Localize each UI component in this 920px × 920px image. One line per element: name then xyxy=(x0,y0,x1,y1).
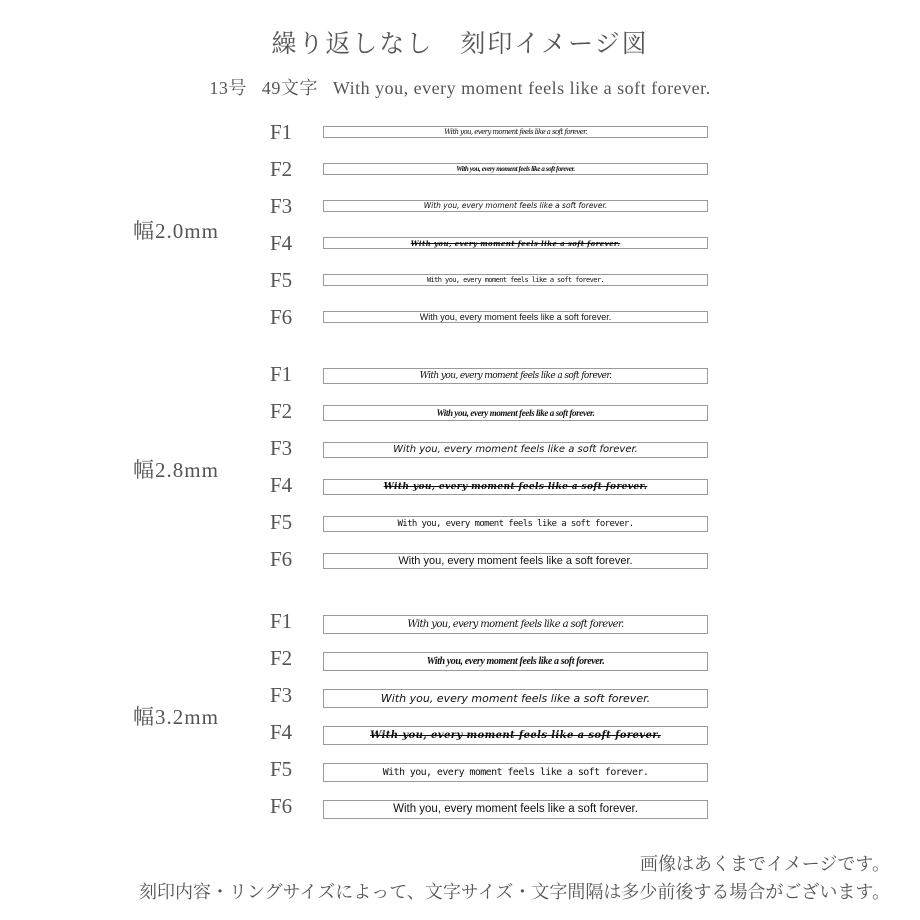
font-label: F6 xyxy=(270,547,293,571)
ring-band-preview xyxy=(323,652,708,671)
font-label: F1 xyxy=(270,362,293,386)
engraving-row xyxy=(0,268,920,305)
engraving-row xyxy=(0,362,920,399)
ring-band-preview xyxy=(323,368,708,384)
ring-band-preview xyxy=(323,726,708,745)
font-label: F2 xyxy=(270,399,293,423)
ring-band-preview xyxy=(323,405,708,421)
ring-band-preview xyxy=(323,553,708,569)
font-label: F3 xyxy=(270,194,293,218)
ring-band-preview xyxy=(323,516,708,532)
engraving-row xyxy=(0,399,920,436)
ring-band-preview xyxy=(323,442,708,458)
engraving-row xyxy=(0,794,920,831)
engraving-preview: With you, every moment feels like a soft forever. xyxy=(456,164,575,173)
engraving-row xyxy=(0,646,920,683)
font-label: F1 xyxy=(270,609,293,633)
engraving-row xyxy=(0,436,920,473)
engraving-preview: With you, every moment feels like a soft forever. xyxy=(426,275,605,284)
font-label: F3 xyxy=(270,683,293,707)
engraving-preview: With you, every moment feels like a soft forever. xyxy=(444,127,587,136)
ring-band-preview xyxy=(323,126,708,138)
engraving-preview: With you, every moment feels like a soft forever. xyxy=(423,201,608,211)
ring-band-preview xyxy=(323,763,708,782)
engraving-row xyxy=(0,683,920,720)
engraving-row xyxy=(0,157,920,194)
engraving-preview: With you, every moment feels like a soft forever. xyxy=(382,766,649,778)
engraving-row xyxy=(0,231,920,268)
disclaimer-note: 画像はあくまでイメージです。 xyxy=(639,854,890,874)
font-label: F6 xyxy=(270,794,293,818)
engraving-preview: With you, every moment feels like a soft forever. xyxy=(370,729,661,741)
engraving-text: With you, every moment feels like a soft forever. xyxy=(332,78,711,98)
ring-band-preview xyxy=(323,800,708,819)
character-count: 49文字 xyxy=(261,78,318,98)
ring-band-preview xyxy=(323,311,708,323)
width-label: 幅2.8mm xyxy=(133,458,219,482)
subtitle xyxy=(0,74,920,100)
engraving-row xyxy=(0,120,920,157)
engraving-row xyxy=(0,473,920,510)
font-label: F2 xyxy=(270,157,293,181)
font-label: F5 xyxy=(270,510,293,534)
engraving-row xyxy=(0,510,920,547)
font-label: F6 xyxy=(270,305,293,329)
engraving-row xyxy=(0,547,920,584)
engraving-row xyxy=(0,720,920,757)
ring-band-preview xyxy=(323,200,708,212)
font-label: F4 xyxy=(270,720,293,744)
font-label: F4 xyxy=(270,473,293,497)
ring-band-preview xyxy=(323,479,708,495)
ring-band-preview xyxy=(323,689,708,708)
disclaimer-note: 刻印内容・リングサイズによって、文字サイズ・文字間隔は多少前後する場合がございます。 xyxy=(139,882,890,902)
font-label: F2 xyxy=(270,646,293,670)
ring-band-preview xyxy=(323,274,708,286)
ring-size: 13号 xyxy=(209,78,247,98)
engraving-preview: With you, every moment feels like a soft forever. xyxy=(426,655,605,667)
engraving-preview: With you, every moment feels like a soft forever. xyxy=(419,370,612,381)
width-label: 幅2.0mm xyxy=(133,219,219,243)
engraving-preview: With you, every moment feels like a soft forever. xyxy=(397,518,634,529)
font-label: F5 xyxy=(270,757,293,781)
font-label: F5 xyxy=(270,268,293,292)
font-label: F3 xyxy=(270,436,293,460)
ring-band-preview xyxy=(323,237,708,249)
engraving-row xyxy=(0,757,920,794)
width-label: 幅3.2mm xyxy=(133,705,219,729)
font-label: F4 xyxy=(270,231,293,255)
page-title: 繰り返しなし 刻印イメージ図 xyxy=(271,31,649,58)
ring-band-preview xyxy=(323,163,708,175)
engraving-preview: With you, every moment feels like a soft forever. xyxy=(380,692,651,705)
engraving-preview: With you, every moment feels like a soft forever. xyxy=(393,444,638,455)
engraving-preview: With you, every moment feels like a soft forever. xyxy=(410,238,621,248)
engraving-row xyxy=(0,609,920,646)
engraving-row xyxy=(0,194,920,231)
engraving-preview: With you, every moment feels like a soft forever. xyxy=(407,618,624,630)
font-label: F1 xyxy=(270,120,293,144)
engraving-preview: With you, every moment feels like a soft forever. xyxy=(383,481,648,492)
engraving-preview: With you, every moment feels like a soft forever. xyxy=(393,802,638,815)
engraving-preview: With you, every moment feels like a soft forever. xyxy=(419,311,612,322)
ring-band-preview xyxy=(323,615,708,634)
engraving-preview: With you, every moment feels like a soft forever. xyxy=(436,407,595,418)
engraving-row xyxy=(0,305,920,342)
engraving-preview: With you, every moment feels like a soft forever. xyxy=(398,554,633,567)
